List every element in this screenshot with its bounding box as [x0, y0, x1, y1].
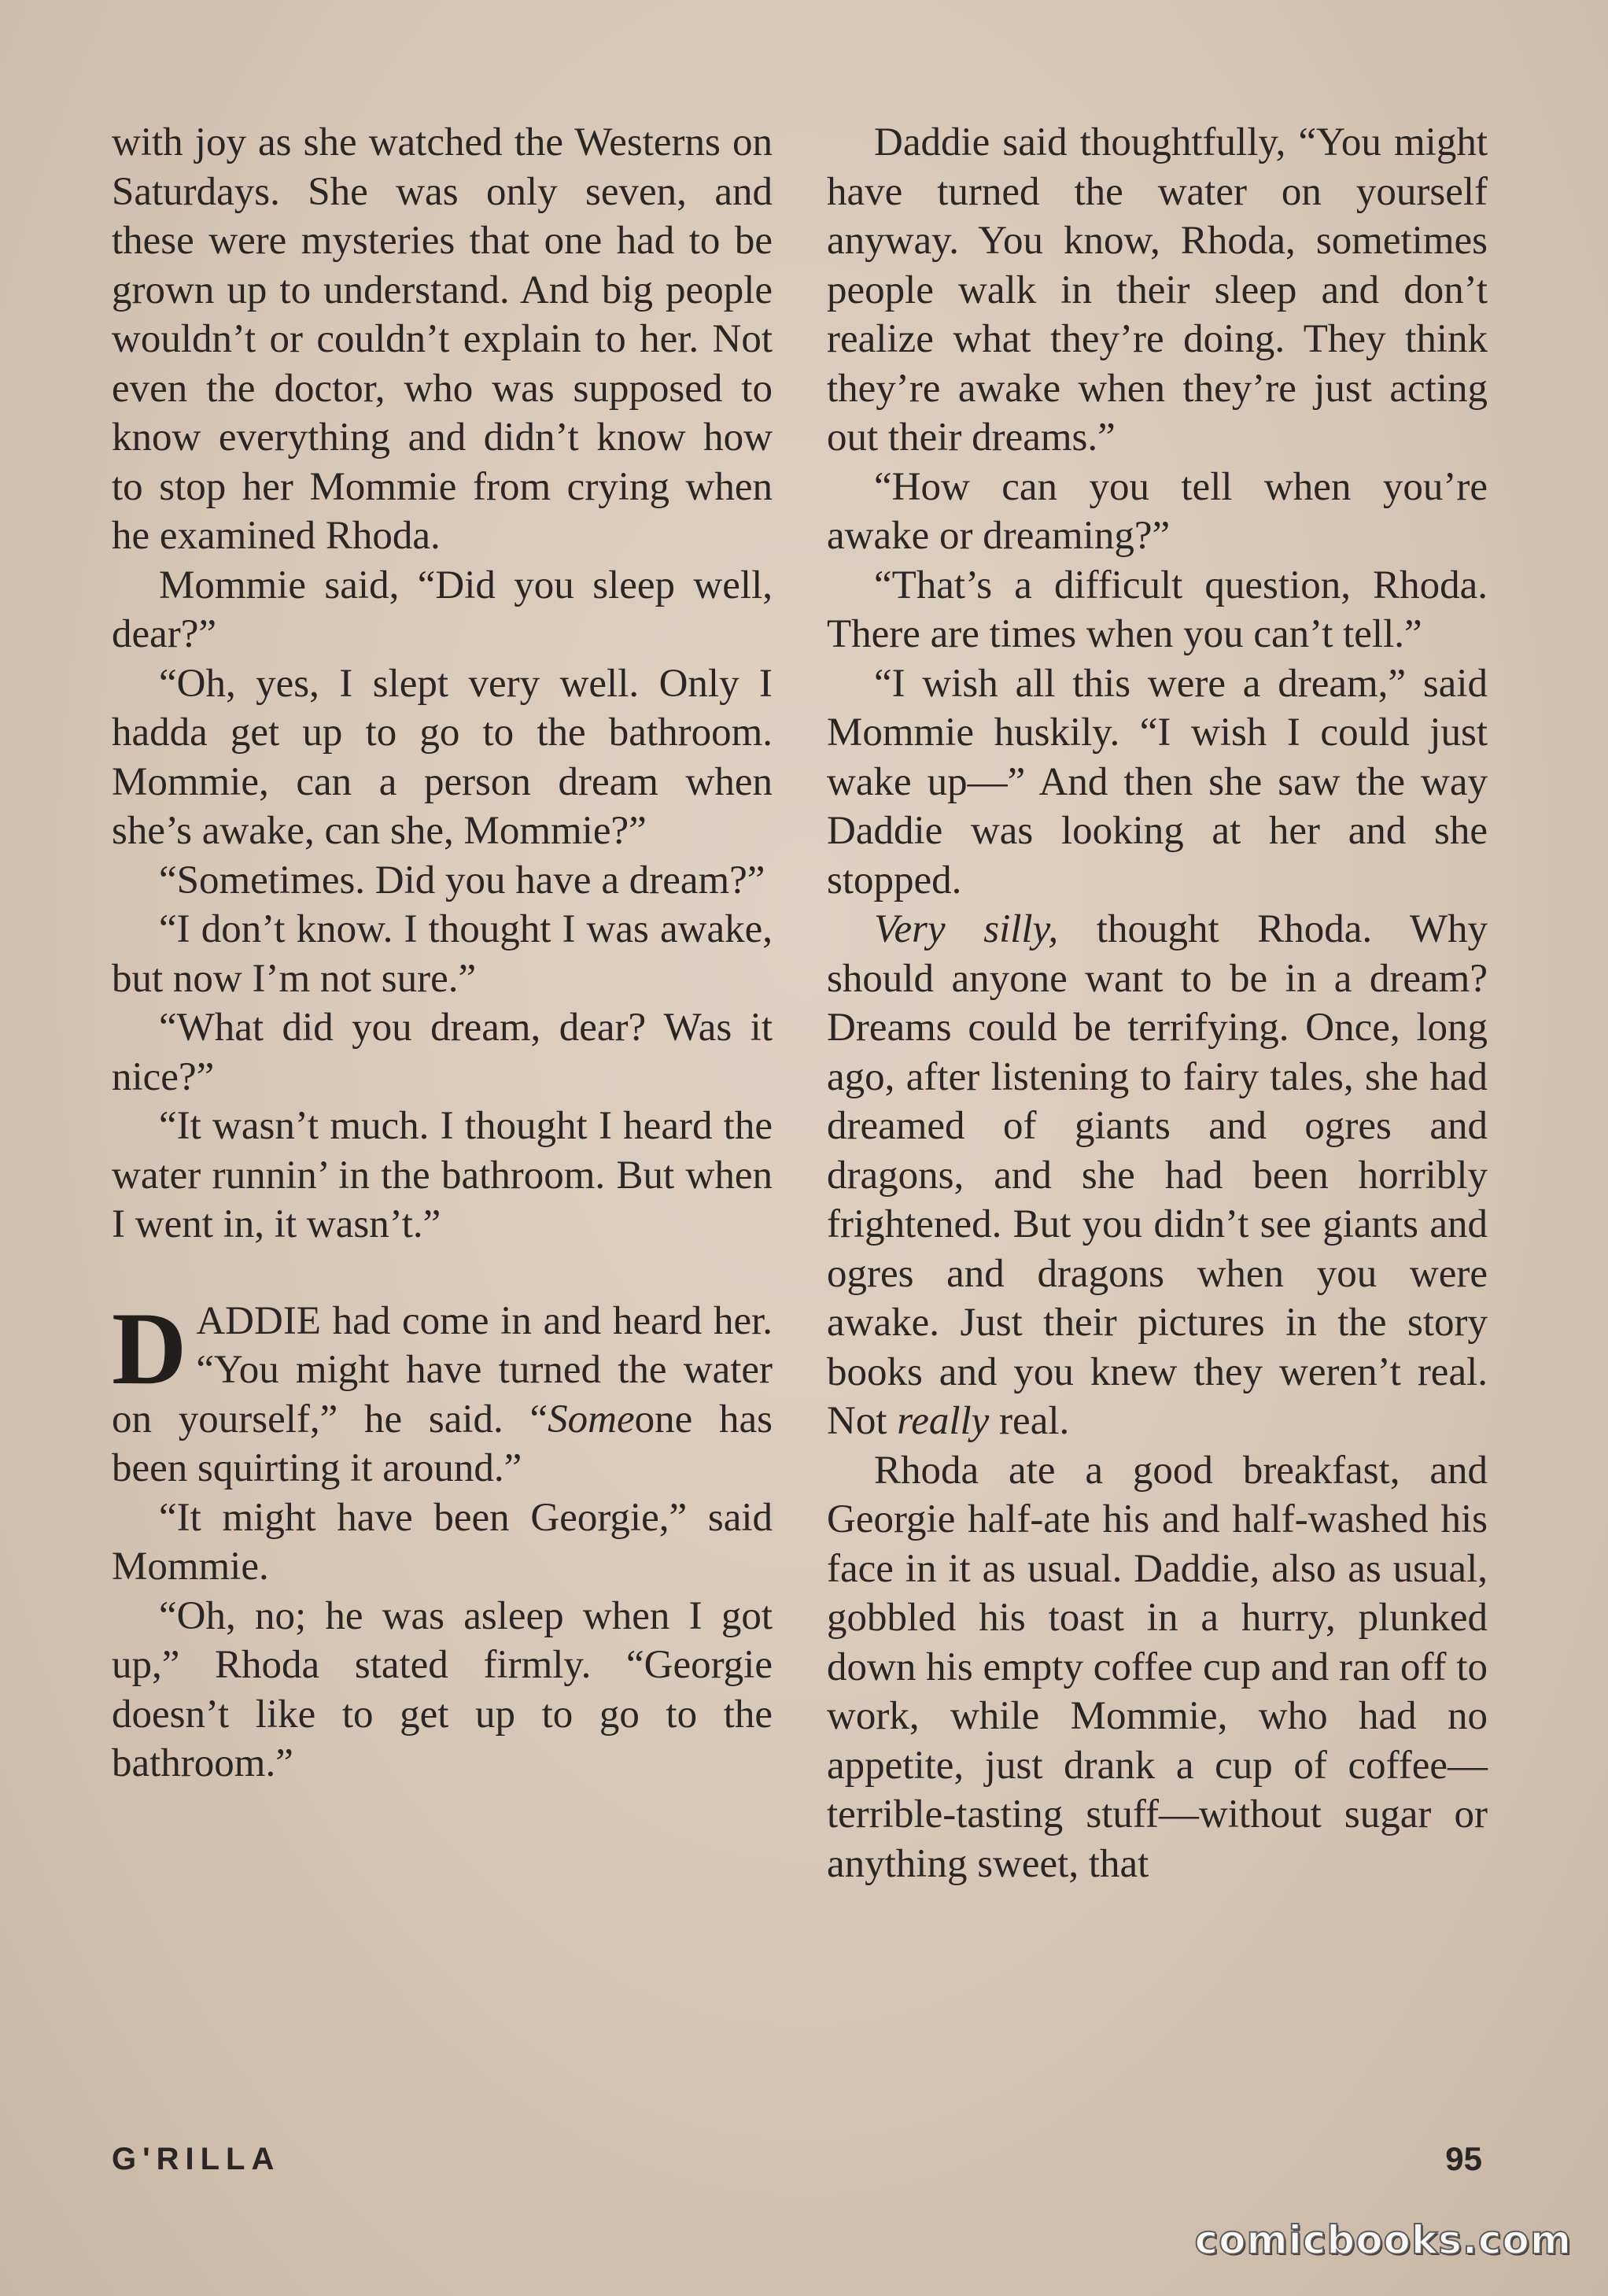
paragraph: Daddie said thoughtfully, “You might have turned the water on yourself anyway. You know, Rhoda, sometimes people walk in their sleep and don’t realize what they’re doing. They think they’re awake when they’re just acting out their dreams.” — [827, 120, 1488, 460]
watermark: comicbooks.com — [1194, 2217, 1572, 2263]
paragraph: “Sometimes. Did you have a dream?” — [159, 858, 765, 903]
paragraph: Rhoda ate a good breakfast, and Georgie half-ate his and half-washed his face in it as usual. Daddie, also as usual, gobbled his toast in a hurry, plunked down his empty coffee cup and ran off to work, while Mommie, who had no appetite, just drank a cup of coffee—terrible-tasting stuff—without sugar or anything sweet, that — [827, 1448, 1488, 1886]
paragraph: Mommie said, “Did you sleep well, dear?” — [112, 563, 773, 656]
page-number: 95 — [1445, 2140, 1482, 2177]
emphasis-text: really — [897, 1399, 990, 1443]
paragraph — [827, 905, 1488, 1446]
paragraph: “I don’t know. I thought I was awake, but now I’m not sure.” — [112, 907, 773, 1001]
dropcap-tail: one has been squirting it around.” — [112, 1397, 773, 1490]
dropcap-letter: D — [112, 1290, 187, 1406]
paragraph-tail: real. — [989, 1399, 1070, 1443]
emphasis-text: Some — [548, 1397, 635, 1441]
magazine-name: G'RILLA — [112, 2142, 281, 2176]
emphasis-text: Very silly, — [874, 907, 1059, 951]
right-column — [827, 118, 1488, 1888]
left-column — [112, 118, 773, 1788]
paragraph-text: thought Rhoda. Why should anyone want to be in a dream? Dreams could be terrifying. Once, long ago, after listening to fairy tales, she had dreamed of giants and ogres and dragons, and she had been horribly frightened. But you didn’t see giants and ogres and dragons when you were awake. Just their pictures in the story books and you knew they weren’t real. Not — [827, 907, 1488, 1443]
paragraph: “It might have been Georgie,” said Mommie. — [112, 1495, 773, 1589]
paragraph: “What did you dream, dear? Was it nice?” — [112, 1006, 773, 1099]
paragraph: “I wish all this were a dream,” said Mommie huskily. “I wish I could just wake up—” And then she saw the way Daddie was looking at her and she stopped. — [827, 661, 1488, 903]
paragraph: “Oh, no; he was asleep when I got up,” Rhoda stated firmly. “Georgie doesn’t like to get up to go to the bathroom.” — [112, 1593, 773, 1785]
dropcap-paragraph — [112, 1290, 773, 1493]
paragraph: “How can you tell when you’re awake or dreaming?” — [827, 464, 1488, 558]
paragraph: “Oh, yes, I slept very well. Only I hadda get up to go to the bathroom. Mommie, can a person dream when she’s awake, can she, Mommie?” — [112, 661, 773, 853]
paragraph: “It wasn’t much. I thought I heard the water runnin’ in the bathroom. But when I went in, it wasn’t.” — [112, 1104, 773, 1246]
paragraph: “That’s a difficult question, Rhoda. There are times when you can’t tell.” — [827, 563, 1488, 656]
paragraph: with joy as she watched the Westerns on Saturdays. She was only seven, and these were mysteries that one had to be grown up to understand. And big people wouldn’t or couldn’t explain to her. Not even the doctor, who was supposed to know everything and didn’t know how to stop her Mommie from crying when he examined Rhoda. — [112, 120, 773, 558]
dropcap-text: ADDIE had come in and heard her. “You might have turned the water on yourself,” he said. “ — [112, 1298, 773, 1441]
